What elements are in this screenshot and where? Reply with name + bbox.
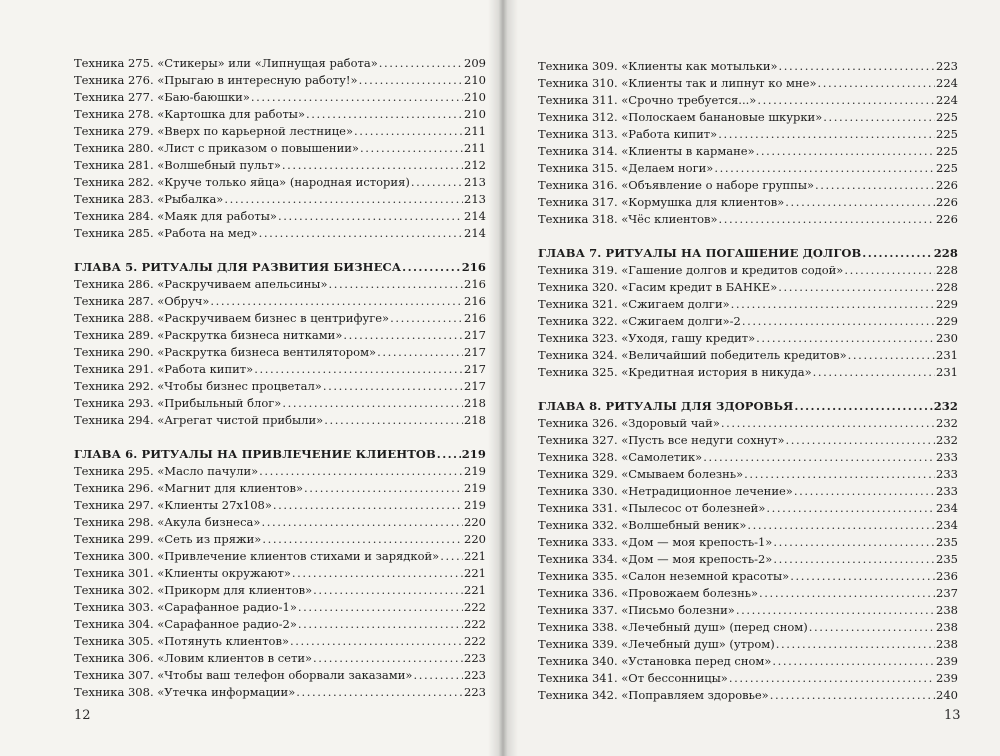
entry-page-number: 224: [936, 76, 958, 90]
entry-page-number: 236: [936, 569, 958, 583]
dot-leader: [844, 262, 935, 279]
toc-entry: [74, 565, 486, 582]
entry-page-number: 225: [936, 161, 958, 175]
entry-page-number: 225: [936, 110, 958, 124]
entry-title: Техника 319. «Гашение долгов и кредитов содой»: [538, 263, 844, 277]
entry-title: Техника 314. «Клиенты в кармане»: [538, 144, 755, 158]
toc-entry: [538, 347, 958, 364]
entry-title: Техника 298. «Акула бизнеса»: [74, 515, 261, 529]
dot-leader: [377, 344, 463, 361]
dot-leader: [296, 684, 463, 701]
toc-entry: [538, 58, 958, 75]
dot-leader: [703, 449, 935, 466]
toc-entry: [74, 89, 486, 106]
dot-leader: [278, 208, 463, 225]
entry-page-number: 216: [464, 311, 486, 325]
entry-title: Техника 293. «Прибыльный блог»: [74, 396, 282, 410]
entry-page-number: 229: [936, 314, 958, 328]
dot-leader: [862, 245, 932, 262]
entry-title: Техника 317. «Кормушка для клиентов»: [538, 195, 785, 209]
toc-entry: [538, 449, 958, 466]
dot-leader: [261, 514, 463, 531]
toc-entry: [538, 262, 958, 279]
toc-entry: [74, 293, 486, 310]
entry-title: Техника 331. «Пылесос от болезней»: [538, 501, 766, 515]
entry-title: Техника 320. «Гасим кредит в БАНКЕ»: [538, 280, 778, 294]
dot-leader: [282, 395, 463, 412]
dot-leader: [785, 194, 935, 211]
dot-leader: [306, 106, 463, 123]
entry-page-number: 231: [936, 365, 958, 379]
entry-page-number: 221: [464, 583, 486, 597]
entry-page-number: 232: [933, 399, 958, 413]
entry-page-number: 217: [464, 379, 486, 393]
entry-page-number: 237: [936, 586, 958, 600]
entry-page-number: 221: [464, 566, 486, 580]
page-number-left: 12: [74, 708, 91, 723]
entry-title: Техника 289. «Раскрутка бизнеса нитками»: [74, 328, 343, 342]
dot-leader: [323, 378, 463, 395]
entry-title: Техника 326. «Здоровый чай»: [538, 416, 720, 430]
dot-leader: [390, 310, 463, 327]
dot-leader: [756, 143, 935, 160]
toc-entry: [74, 344, 486, 361]
dot-leader: [413, 667, 463, 684]
dot-leader: [329, 276, 464, 293]
right-page: [506, 0, 1000, 756]
dot-leader: [756, 330, 935, 347]
dot-leader: [360, 140, 463, 157]
toc-entry: [538, 364, 958, 381]
entry-page-number: 221: [464, 549, 486, 563]
entry-page-number: 219: [464, 464, 486, 478]
entry-page-number: 213: [464, 192, 486, 206]
entry-page-number: 223: [464, 685, 486, 699]
entry-title: Техника 322. «Сжигаем долги»-2: [538, 314, 741, 328]
toc-entry: [538, 619, 958, 636]
entry-page-number: 217: [464, 362, 486, 376]
dot-leader: [729, 670, 935, 687]
toc-entry: [74, 514, 486, 531]
toc-entry: [538, 432, 958, 449]
entry-page-number: 222: [464, 600, 486, 614]
toc-entry: [74, 395, 486, 412]
entry-page-number: 232: [936, 433, 958, 447]
toc-entry: [74, 497, 486, 514]
entry-page-number: 231: [936, 348, 958, 362]
entry-title: Техника 323. «Уходя, гашу кредит»: [538, 331, 756, 345]
entry-page-number: 235: [936, 535, 958, 549]
entry-title: Техника 335. «Салон неземной красоты»: [538, 569, 790, 583]
dot-leader: [304, 480, 463, 497]
entry-title: Техника 280. «Лист с приказом о повышении»: [74, 141, 359, 155]
chapter-title: ГЛАВА 7. РИТУАЛЫ НА ПОГАШЕНИЕ ДОЛГОВ: [538, 246, 862, 260]
entry-title: Техника 333. «Дом — моя крепость-1»: [538, 535, 773, 549]
entry-title: Техника 290. «Раскрутка бизнеса вентилятором»: [74, 345, 377, 359]
dot-leader: [817, 75, 935, 92]
page-number-right: 13: [944, 708, 961, 723]
toc-entry: [74, 276, 486, 293]
entry-title: Техника 276. «Прыгаю в интересную работу!»: [74, 73, 358, 87]
entry-page-number: 225: [936, 127, 958, 141]
dot-leader: [354, 123, 463, 140]
toc-entry: [538, 143, 958, 160]
entry-page-number: 218: [464, 413, 486, 427]
entry-page-number: 230: [936, 331, 958, 345]
dot-leader: [794, 398, 932, 415]
entry-title: Техника 310. «Клиенты так и липнут ко мне»: [538, 76, 817, 90]
chapter-title: ГЛАВА 5. РИТУАЛЫ ДЛЯ РАЗВИТИЯ БИЗНЕСА: [74, 260, 402, 274]
chapter-heading: [74, 259, 486, 276]
toc-entry: [538, 211, 958, 228]
entry-title: Техника 294. «Агрегат чистой прибыли»: [74, 413, 324, 427]
dot-leader: [747, 517, 935, 534]
entry-title: Техника 292. «Чтобы бизнес процветал»: [74, 379, 322, 393]
entry-title: Техника 286. «Раскручиваем апельсины»: [74, 277, 328, 291]
entry-page-number: 216: [464, 277, 486, 291]
dot-leader: [823, 109, 935, 126]
entry-page-number: 210: [464, 107, 486, 121]
entry-title: Техника 316. «Объявление о наборе группы»: [538, 178, 815, 192]
entry-page-number: 210: [464, 73, 486, 87]
toc-entry: [74, 599, 486, 616]
entry-title: Техника 300. «Привлечение клиентов стихами и зарядкой»: [74, 549, 440, 563]
toc-entry: [538, 602, 958, 619]
toc-entry: [538, 313, 958, 330]
toc-entry: [538, 534, 958, 551]
toc-entry: [74, 463, 486, 480]
dot-leader: [721, 415, 935, 432]
toc-entry: [538, 670, 958, 687]
entry-page-number: 209: [464, 56, 486, 70]
dot-leader: [440, 548, 463, 565]
toc-entry: [74, 361, 486, 378]
entry-page-number: 219: [461, 447, 486, 461]
entry-title: Техника 295. «Масло пачули»: [74, 464, 259, 478]
dot-leader: [815, 177, 935, 194]
dot-leader: [324, 412, 463, 429]
entry-title: Техника 277. «Баю-баюшки»: [74, 90, 250, 104]
entry-page-number: 217: [464, 328, 486, 342]
entry-title: Техника 315. «Делаем ноги»: [538, 161, 714, 175]
entry-page-number: 233: [936, 467, 958, 481]
entry-title: Техника 312. «Полоскаем банановые шкурки»: [538, 110, 823, 124]
entry-title: Техника 291. «Работа кипит»: [74, 362, 254, 376]
toc-entry: [74, 310, 486, 327]
entry-page-number: 212: [464, 158, 486, 172]
toc-entry: [74, 140, 486, 157]
dot-leader: [744, 466, 935, 483]
dot-leader: [273, 497, 463, 514]
toc-entry: [538, 483, 958, 500]
chapter-heading: [538, 398, 958, 415]
entry-page-number: 222: [464, 617, 486, 631]
entry-page-number: 220: [464, 515, 486, 529]
dot-leader: [259, 225, 463, 242]
entry-title: Техника 334. «Дом — моя крепость-2»: [538, 552, 773, 566]
entry-title: Техника 337. «Письмо болезни»: [538, 603, 735, 617]
toc-entry: [74, 684, 486, 701]
dot-leader: [262, 531, 463, 548]
entry-title: Техника 297. «Клиенты 27х108»: [74, 498, 272, 512]
dot-leader: [292, 565, 463, 582]
toc-entry: [538, 126, 958, 143]
dot-leader: [359, 72, 463, 89]
entry-page-number: 226: [936, 195, 958, 209]
entry-page-number: 239: [936, 654, 958, 668]
dot-leader: [437, 446, 461, 463]
dot-leader: [757, 92, 935, 109]
dot-leader: [313, 582, 463, 599]
entry-title: Техника 313. «Работа кипит»: [538, 127, 718, 141]
dot-leader: [313, 650, 463, 667]
toc-entry: [74, 123, 486, 140]
entry-page-number: 211: [464, 141, 486, 155]
entry-title: Техника 279. «Вверх по карьерной лестнице»: [74, 124, 353, 138]
entry-page-number: 232: [936, 416, 958, 430]
toc-entry: [538, 279, 958, 296]
entry-page-number: 211: [464, 124, 486, 138]
toc-entry: [538, 109, 958, 126]
entry-page-number: 222: [464, 634, 486, 648]
entry-title: Техника 330. «Нетрадиционное лечение»: [538, 484, 793, 498]
entry-title: Техника 340. «Установка перед сном»: [538, 654, 772, 668]
entry-title: Техника 309. «Клиенты как мотыльки»: [538, 59, 778, 73]
entry-page-number: 223: [936, 59, 958, 73]
entry-title: Техника 306. «Ловим клиентов в сети»: [74, 651, 313, 665]
toc-entry: [74, 327, 486, 344]
entry-page-number: 228: [933, 246, 958, 260]
toc-entry: [74, 55, 486, 72]
toc-entry: [74, 106, 486, 123]
entry-title: Техника 278. «Картошка для работы»: [74, 107, 305, 121]
toc-entry: [538, 517, 958, 534]
entry-page-number: 219: [464, 481, 486, 495]
toc-entry: [538, 500, 958, 517]
dot-leader: [736, 602, 935, 619]
toc-entry: [538, 687, 958, 704]
toc-entry: [74, 72, 486, 89]
dot-leader: [259, 463, 463, 480]
entry-title: Техника 342. «Поправляем здоровье»: [538, 688, 769, 702]
entry-title: Техника 307. «Чтобы ваш телефон оборвали заказами»: [74, 668, 413, 682]
entry-page-number: 238: [936, 603, 958, 617]
chapter-heading: [538, 245, 958, 262]
entry-title: Техника 302. «Прикорм для клиентов»: [74, 583, 313, 597]
entry-title: Техника 338. «Лечебный душ» (перед сном): [538, 620, 808, 634]
entry-title: Техника 332. «Волшебный веник»: [538, 518, 747, 532]
dot-leader: [402, 259, 461, 276]
dot-leader: [794, 483, 935, 500]
entry-title: Техника 282. «Круче только яйца» (народная история): [74, 175, 410, 189]
entry-page-number: 224: [936, 93, 958, 107]
entry-title: Техника 305. «Потянуть клиентов»: [74, 634, 289, 648]
toc-entry: [74, 191, 486, 208]
toc-entry: [538, 568, 958, 585]
entry-title: Техника 339. «Лечебный душ» (утром): [538, 637, 775, 651]
entry-title: Техника 296. «Магнит для клиентов»: [74, 481, 304, 495]
entry-title: Техника 318. «Чёс клиентов»: [538, 212, 718, 226]
dot-leader: [778, 279, 935, 296]
dot-leader: [714, 160, 935, 177]
dot-leader: [718, 126, 935, 143]
entry-title: Техника 303. «Сарафанное радио-1»: [74, 600, 297, 614]
dot-leader: [766, 500, 935, 517]
toc-entry: [74, 412, 486, 429]
toc-entry: [538, 194, 958, 211]
toc-entry: [538, 466, 958, 483]
entry-page-number: 226: [936, 178, 958, 192]
dot-leader: [779, 58, 936, 75]
toc-entry: [74, 548, 486, 565]
entry-page-number: 234: [936, 518, 958, 532]
dot-leader: [282, 157, 463, 174]
dot-leader: [290, 633, 463, 650]
entry-title: Техника 301. «Клиенты окружают»: [74, 566, 291, 580]
entry-page-number: 216: [461, 260, 486, 274]
entry-title: Техника 321. «Сжигаем долги»: [538, 297, 730, 311]
entry-page-number: 214: [464, 226, 486, 240]
dot-leader: [298, 599, 463, 616]
entry-title: Техника 324. «Величайший победитель кредитов»: [538, 348, 847, 362]
dot-leader: [251, 89, 463, 106]
entry-page-number: 228: [936, 263, 958, 277]
dot-leader: [759, 585, 935, 602]
entry-page-number: 217: [464, 345, 486, 359]
entry-page-number: 226: [936, 212, 958, 226]
entry-page-number: 238: [936, 620, 958, 634]
dot-leader: [298, 616, 463, 633]
entry-page-number: 214: [464, 209, 486, 223]
entry-page-number: 219: [464, 498, 486, 512]
entry-title: Техника 284. «Маяк для работы»: [74, 209, 277, 223]
dot-leader: [343, 327, 463, 344]
entry-title: Техника 328. «Самолетик»: [538, 450, 703, 464]
toc-entry: [74, 378, 486, 395]
dot-leader: [813, 364, 935, 381]
dot-leader: [224, 191, 463, 208]
entry-title: Техника 275. «Стикеры» или «Липнущая работа»: [74, 56, 378, 70]
dot-leader: [254, 361, 463, 378]
entry-page-number: 238: [936, 637, 958, 651]
dot-leader: [773, 534, 935, 551]
entry-title: Техника 327. «Пусть все недуги сохнут»: [538, 433, 785, 447]
entry-title: Техника 299. «Сеть из пряжи»: [74, 532, 262, 546]
dot-leader: [772, 653, 935, 670]
entry-page-number: 220: [464, 532, 486, 546]
dot-leader: [809, 619, 935, 636]
toc-entry: [538, 160, 958, 177]
dot-leader: [379, 55, 463, 72]
entry-title: Техника 336. «Провожаем болезнь»: [538, 586, 759, 600]
entry-title: Техника 308. «Утечка информации»: [74, 685, 296, 699]
dot-leader: [411, 174, 463, 191]
entry-title: Техника 285. «Работа на мед»: [74, 226, 258, 240]
entry-page-number: 210: [464, 90, 486, 104]
toc-entry: [538, 551, 958, 568]
toc-entry: [538, 330, 958, 347]
entry-page-number: 229: [936, 297, 958, 311]
toc-entry: [74, 157, 486, 174]
entry-title: Техника 283. «Рыбалка»: [74, 192, 224, 206]
toc-entry: [74, 174, 486, 191]
toc-entry: [74, 531, 486, 548]
dot-leader: [210, 293, 463, 310]
dot-leader: [719, 211, 936, 228]
entry-page-number: 216: [464, 294, 486, 308]
entry-title: Техника 311. «Срочно требуется...»: [538, 93, 757, 107]
chapter-title: ГЛАВА 8. РИТУАЛЫ ДЛЯ ЗДОРОВЬЯ: [538, 399, 794, 413]
entry-title: Техника 304. «Сарафанное радио-2»: [74, 617, 297, 631]
entry-page-number: 234: [936, 501, 958, 515]
dot-leader: [731, 296, 935, 313]
toc-entry: [74, 208, 486, 225]
entry-page-number: 233: [936, 484, 958, 498]
toc-entry: [538, 75, 958, 92]
dot-leader: [848, 347, 935, 364]
chapter-title: ГЛАВА 6. РИТУАЛЫ НА ПРИВЛЕЧЕНИЕ КЛИЕНТОВ: [74, 447, 436, 461]
dot-leader: [790, 568, 935, 585]
entry-page-number: 223: [464, 668, 486, 682]
entry-page-number: 223: [464, 651, 486, 665]
entry-page-number: 225: [936, 144, 958, 158]
toc-list-right: [538, 58, 958, 704]
entry-page-number: 213: [464, 175, 486, 189]
toc-entry: [74, 480, 486, 497]
toc-entry: [538, 653, 958, 670]
dot-leader: [742, 313, 935, 330]
dot-leader: [786, 432, 936, 449]
chapter-heading: [74, 446, 486, 463]
toc-entry: [538, 636, 958, 653]
toc-entry: [74, 616, 486, 633]
toc-entry: [538, 585, 958, 602]
toc-entry: [74, 633, 486, 650]
toc-entry: [74, 650, 486, 667]
entry-page-number: 228: [936, 280, 958, 294]
entry-title: Техника 281. «Волшебный пульт»: [74, 158, 281, 172]
entry-title: Техника 325. «Кредитная история в никуда»: [538, 365, 812, 379]
toc-list-left: [74, 55, 486, 701]
toc-entry: [74, 582, 486, 599]
entry-title: Техника 288. «Раскручиваем бизнес в центрифуге»: [74, 311, 390, 325]
entry-page-number: 233: [936, 450, 958, 464]
toc-entry: [74, 667, 486, 684]
entry-page-number: 235: [936, 552, 958, 566]
entry-title: Техника 287. «Обруч»: [74, 294, 210, 308]
entry-page-number: 218: [464, 396, 486, 410]
toc-entry: [538, 415, 958, 432]
toc-entry: [538, 177, 958, 194]
dot-leader: [770, 687, 935, 704]
entry-page-number: 239: [936, 671, 958, 685]
entry-title: Техника 341. «От бессонницы»: [538, 671, 728, 685]
entry-title: Техника 329. «Смываем болезнь»: [538, 467, 744, 481]
entry-page-number: 240: [936, 688, 958, 702]
toc-entry: [538, 92, 958, 109]
dot-leader: [773, 551, 935, 568]
toc-entry: [538, 296, 958, 313]
toc-entry: [74, 225, 486, 242]
dot-leader: [776, 636, 935, 653]
